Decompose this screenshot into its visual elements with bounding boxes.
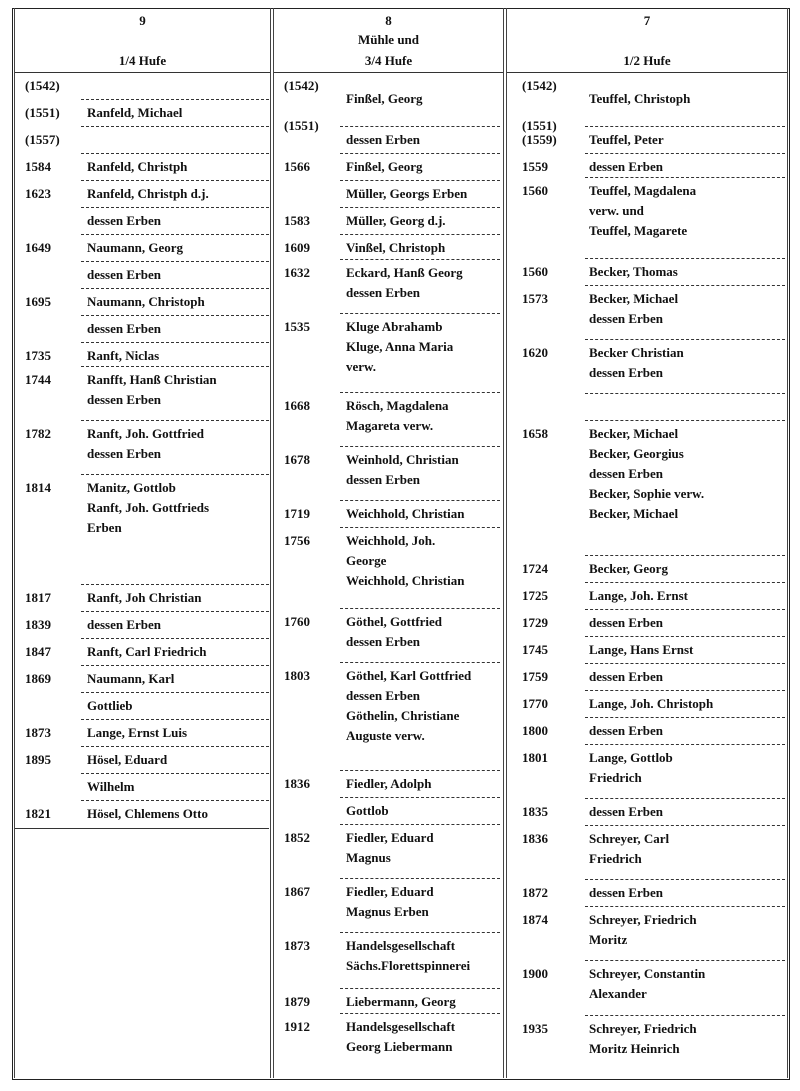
entry-year: 1879 — [284, 994, 310, 1009]
entry-year: 1782 — [25, 426, 51, 441]
row-separator — [81, 584, 269, 585]
entry-name: Naumann, Karl — [87, 671, 175, 686]
column-9 — [14, 8, 271, 1078]
row-separator — [81, 692, 269, 693]
entry-year: 1724 — [522, 561, 548, 576]
row-separator — [340, 446, 500, 447]
entry-year: 1566 — [284, 159, 310, 174]
row-separator — [340, 207, 500, 208]
row-separator — [585, 285, 785, 286]
entry-year: (1551) — [25, 105, 60, 120]
row-separator — [340, 824, 500, 825]
entry-year: 1620 — [522, 345, 548, 360]
entry-year: (1542) (1551) — [284, 78, 319, 133]
entry-name: Ranfft, Hanß Christian dessen Erben — [87, 372, 217, 407]
entry-year: 1867 — [284, 884, 310, 899]
row-separator — [81, 366, 269, 367]
column-number: 8 — [385, 13, 392, 28]
row-separator — [585, 663, 785, 664]
row-separator — [340, 988, 500, 989]
entry-year: 1729 — [522, 615, 548, 630]
row-separator — [585, 126, 785, 127]
entry-year: 1573 — [522, 291, 548, 306]
entry-name: Ranfeld, Christph — [87, 159, 188, 174]
entry-year: 1623 — [25, 186, 51, 201]
row-separator — [585, 153, 785, 154]
entry-year: 1735 — [25, 348, 51, 363]
row-separator — [585, 177, 785, 178]
row-separator — [81, 126, 269, 127]
entry-year: 1800 — [522, 723, 548, 738]
entry-year: 1759 — [522, 669, 548, 684]
entry-name: Vinßel, Christoph — [346, 240, 446, 255]
entry-name: Fiedler, Adolph — [346, 776, 432, 791]
entry-name: Schreyer, Friedrich Moritz Heinrich — [589, 1021, 697, 1056]
entry-name: dessen Erben — [589, 804, 664, 819]
row-separator — [340, 932, 500, 933]
entry-year: 1852 — [284, 830, 310, 845]
row-separator — [340, 153, 500, 154]
entry-year: 1695 — [25, 294, 51, 309]
row-separator — [340, 662, 500, 663]
entry-name: Finßel, Georg — [346, 91, 423, 106]
row-separator — [585, 1015, 785, 1016]
entry-year: (1542) — [25, 78, 60, 93]
entry-name: Schreyer, Carl Friedrich — [589, 831, 670, 866]
entry-name: Fiedler, Eduard Magnus — [346, 830, 434, 865]
entry-name: Becker Christian dessen Erben — [589, 345, 684, 380]
row-separator — [81, 719, 269, 720]
entry-year: 1872 — [522, 885, 548, 900]
entry-name: Gottlieb — [87, 698, 133, 713]
row-separator — [81, 153, 269, 154]
entry-name: Gottlob — [346, 803, 389, 818]
row-separator — [585, 960, 785, 961]
entry-name: Weichhold, Joh. George Weichhold, Christian — [346, 533, 465, 588]
entry-name: Schreyer, Constantin Alexander — [589, 966, 706, 1001]
row-separator — [585, 690, 785, 691]
entry-name: dessen Erben — [87, 617, 162, 632]
row-separator — [585, 420, 785, 421]
row-separator — [585, 825, 785, 826]
column-7 — [506, 8, 788, 1078]
entry-name: Handelsgesellschaft Sächs.Florettspinnerei — [346, 938, 471, 973]
entry-year: 1835 — [522, 804, 548, 819]
entry-year: 1803 — [284, 668, 310, 683]
entry-year: 1584 — [25, 159, 51, 174]
row-separator — [585, 258, 785, 259]
entry-name: Liebermann, Georg — [346, 994, 456, 1009]
row-separator — [340, 180, 500, 181]
entry-year: 1873 — [284, 938, 310, 953]
entry-year: 1814 — [25, 480, 51, 495]
entry-name: Becker, Michael dessen Erben — [589, 291, 679, 326]
entry-year: 1745 — [522, 642, 548, 657]
entry-year: (1542) (1551) — [522, 78, 557, 133]
row-separator — [81, 746, 269, 747]
row-separator — [81, 611, 269, 612]
row-separator — [81, 288, 269, 289]
entry-name: Hösel, Eduard — [87, 752, 168, 767]
entry-year: 1560 — [522, 264, 548, 279]
entry-year: 1559 — [522, 159, 548, 174]
entry-name: Ranft, Joh Christian — [87, 590, 202, 605]
entry-name: Naumann, Georg — [87, 240, 184, 255]
row-separator — [585, 393, 785, 394]
entry-year: 1874 — [522, 912, 548, 927]
row-separator — [585, 609, 785, 610]
row-separator — [585, 636, 785, 637]
entry-name: Ranft, Joh. Gottfried dessen Erben — [87, 426, 204, 461]
entry-name: Fiedler, Eduard Magnus Erben — [346, 884, 434, 919]
column-type: 1/4 Hufe — [118, 53, 167, 68]
entry-year: (1557) — [25, 132, 60, 147]
row-separator — [585, 717, 785, 718]
entry-name: Ranft, Carl Friedrich — [87, 644, 207, 659]
entry-year: 1873 — [25, 725, 51, 740]
entry-name: Ranft, Niclas — [87, 348, 160, 363]
entry-name: dessen Erben — [589, 615, 664, 630]
entry-year: 1678 — [284, 452, 310, 467]
entry-name: Göthel, Karl Gottfried dessen Erben Göthelin, Christiane Auguste verw. — [346, 668, 472, 743]
entry-year: 1935 — [522, 1021, 548, 1036]
entry-name: dessen Erben — [589, 723, 664, 738]
column-type: 1/2 Hufe — [623, 53, 671, 68]
entry-name: Weichhold, Christian — [346, 506, 465, 521]
entry-year: 1760 — [284, 614, 310, 629]
entry-year: 1869 — [25, 671, 51, 686]
entry-name: Finßel, Georg — [346, 159, 423, 174]
row-separator — [340, 126, 500, 127]
row-separator — [340, 313, 500, 314]
entry-name: dessen Erben — [589, 159, 664, 174]
row-separator — [81, 773, 269, 774]
entry-name: Teuffel, Christoph — [589, 91, 691, 106]
column-header — [507, 8, 787, 73]
row-separator — [81, 420, 269, 421]
entry-name: Teuffel, Magdalena verw. und Teuffel, Magarete — [589, 183, 697, 238]
entry-year: 1836 — [522, 831, 548, 846]
column-end-line — [15, 828, 269, 829]
entry-year: 1770 — [522, 696, 548, 711]
entry-year: 1821 — [25, 806, 51, 821]
row-separator — [81, 180, 269, 181]
entry-year: 1839 — [25, 617, 51, 632]
row-separator — [340, 259, 500, 260]
column-header — [274, 8, 503, 73]
row-separator — [340, 770, 500, 771]
column-number: 7 — [643, 13, 651, 28]
entry-year: 1817 — [25, 590, 51, 605]
entry-name: Lange, Ernst Luis — [87, 725, 188, 740]
row-separator — [585, 582, 785, 583]
entry-name: Teuffel, Peter — [589, 132, 664, 147]
row-separator — [340, 392, 500, 393]
entry-year: (1559) — [522, 132, 557, 147]
entry-year: 1668 — [284, 398, 310, 413]
row-separator — [585, 906, 785, 907]
entry-name: Wilhelm — [87, 779, 135, 794]
row-separator — [81, 800, 269, 801]
entry-name: Lange, Hans Ernst — [589, 642, 694, 657]
entry-name: Naumann, Christoph — [87, 294, 205, 309]
entry-year: 1719 — [284, 506, 310, 521]
column-8 — [273, 8, 504, 1078]
column-subtitle: Mühle und — [357, 32, 420, 47]
row-separator — [81, 342, 269, 343]
row-separator — [585, 744, 785, 745]
row-separator — [585, 879, 785, 880]
entry-year: 1900 — [522, 966, 548, 981]
entry-year: 1756 — [284, 533, 310, 548]
entry-year: 1725 — [522, 588, 548, 603]
entry-name: Hösel, Chlemens Otto — [87, 806, 208, 821]
entry-year: 1649 — [25, 240, 51, 255]
entry-year: 1535 — [284, 319, 310, 334]
entry-name: Weinhold, Christian dessen Erben — [346, 452, 459, 487]
entry-name: Müller, Georg d.j. — [346, 213, 446, 228]
entry-name: Kluge Abrahamb Kluge, Anna Maria verw. — [346, 319, 454, 374]
entry-name: dessen Erben — [87, 267, 162, 282]
row-separator — [81, 261, 269, 262]
entry-name: dessen Erben — [87, 213, 162, 228]
row-separator — [585, 339, 785, 340]
entry-name: Lange, Gottlob Friedrich — [589, 750, 673, 785]
entry-year: 1895 — [25, 752, 51, 767]
entry-year: 1801 — [522, 750, 548, 765]
row-separator — [81, 207, 269, 208]
entry-name: dessen Erben — [346, 132, 421, 147]
entry-year: 1583 — [284, 213, 310, 228]
column-number: 9 — [139, 13, 146, 28]
row-separator — [585, 798, 785, 799]
row-separator — [340, 608, 500, 609]
entry-year: 1836 — [284, 776, 310, 791]
column-type: 3/4 Hufe — [364, 53, 413, 68]
entry-name: Manitz, Gottlob Ranft, Joh. Gottfrieds Erben — [87, 480, 210, 535]
entry-name: Handelsgesellschaft Georg Liebermann — [346, 1019, 456, 1054]
entry-name: Becker, Georg — [589, 561, 668, 576]
row-separator — [81, 665, 269, 666]
column-header — [15, 8, 270, 73]
entry-year: 1658 — [522, 426, 548, 441]
row-separator — [81, 638, 269, 639]
entry-year: 1560 — [522, 183, 548, 198]
row-separator — [340, 1013, 500, 1014]
row-separator — [340, 527, 500, 528]
entry-year: 1744 — [25, 372, 51, 387]
entry-name: Lange, Joh. Christoph — [589, 696, 714, 711]
entry-name: Eckard, Hanß Georg dessen Erben — [346, 265, 463, 300]
entry-name: Becker, Thomas — [589, 264, 678, 279]
row-separator — [81, 99, 269, 100]
row-separator — [340, 234, 500, 235]
row-separator — [81, 234, 269, 235]
entry-name: dessen Erben — [87, 321, 162, 336]
entry-name: Rösch, Magdalena Magareta verw. — [346, 398, 449, 433]
entry-name: Becker, Michael Becker, Georgius dessen Erben Becker, Sophie verw. Becker, Michael — [589, 426, 705, 521]
row-separator — [340, 797, 500, 798]
entry-name: Ranfeld, Michael — [87, 105, 183, 120]
entry-name: dessen Erben — [589, 669, 664, 684]
entry-name: Müller, Georgs Erben — [346, 186, 468, 201]
entry-name: Lange, Joh. Ernst — [589, 588, 688, 603]
entry-year: 1847 — [25, 644, 51, 659]
row-separator — [585, 555, 785, 556]
entry-year: 1609 — [284, 240, 310, 255]
entry-name: dessen Erben — [589, 885, 664, 900]
row-separator — [340, 500, 500, 501]
entry-name: Ranfeld, Christph d.j. — [87, 186, 209, 201]
entry-year: 1632 — [284, 265, 310, 280]
entry-year: 1912 — [284, 1019, 310, 1034]
entry-name: Schreyer, Friedrich Moritz — [589, 912, 697, 947]
entry-name: Göthel, Gottfried dessen Erben — [346, 614, 443, 649]
row-separator — [340, 878, 500, 879]
row-separator — [81, 474, 269, 475]
row-separator — [81, 315, 269, 316]
